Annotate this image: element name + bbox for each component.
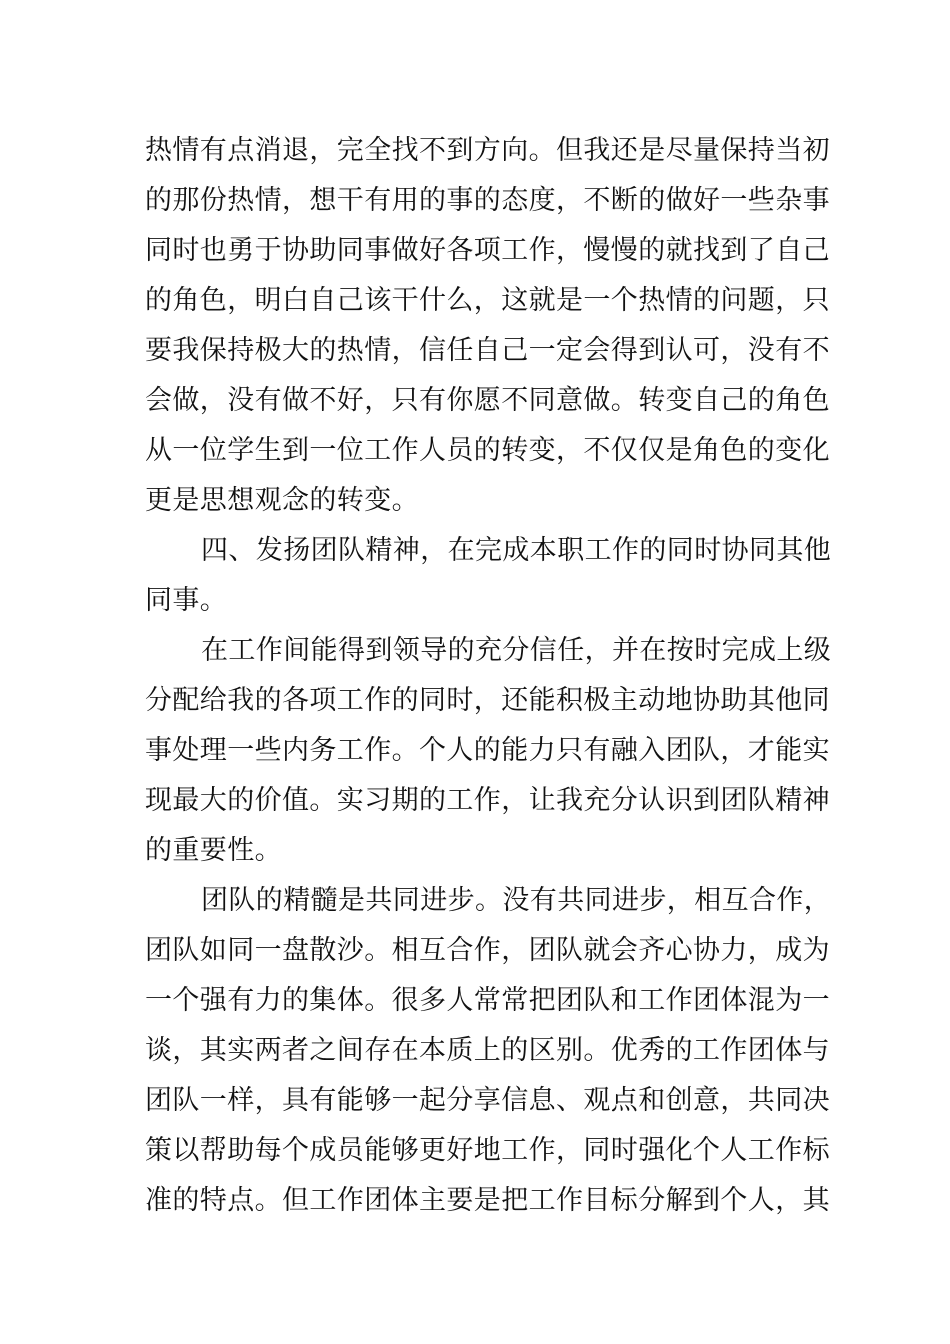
paragraph-start-line: 在工作间能得到领导的充分信任，并在按时完成上级: [201, 635, 832, 666]
text-line: 更是思想观念的转变。: [145, 485, 419, 516]
text-line: 热情有点消退，完全找不到方向。但我还是尽量保持当初: [145, 135, 830, 166]
text-line: 团队一样，具有能够一起分享信息、观点和创意，共同决: [145, 1085, 830, 1116]
text-line: 的角色，明白自己该干什么，这就是一个热情的问题，只: [145, 285, 830, 316]
document-body: [145, 126, 832, 1226]
text-line: 要我保持极大的热情，信任自己一定会得到认可，没有不: [145, 335, 830, 366]
text-line: 同时也勇于协助同事做好各项工作，慢慢的就找到了自己: [145, 235, 830, 266]
section-heading: 四、发扬团队精神，在完成本职工作的同时协同其他: [201, 535, 832, 566]
text-line: 准的特点。但工作团体主要是把工作目标分解到个人，其: [145, 1185, 830, 1216]
text-line: 的重要性。: [145, 835, 282, 866]
text-line: 策以帮助每个成员能够更好地工作，同时强化个人工作标: [145, 1135, 830, 1166]
paragraph-start-line: 团队的精髓是共同进步。没有共同进步，相互合作，: [201, 885, 832, 916]
text-line: 现最大的价值。实习期的工作，让我充分认识到团队精神: [145, 785, 830, 816]
text-line: 谈，其实两者之间存在本质上的区别。优秀的工作团体与: [145, 1035, 830, 1066]
text-line: 团队如同一盘散沙。相互合作，团队就会齐心协力，成为: [145, 935, 830, 966]
text-line: 一个强有力的集体。很多人常常把团队和工作团体混为一: [145, 985, 830, 1016]
text-line: 事处理一些内务工作。个人的能力只有融入团队，才能实: [145, 735, 830, 766]
text-line: 会做，没有做不好，只有你愿不同意做。转变自己的角色: [145, 385, 830, 416]
text-line: 从一位学生到一位工作人员的转变，不仅仅是角色的变化: [145, 435, 830, 466]
section-heading-continued: 同事。: [145, 585, 228, 616]
text-line: 分配给我的各项工作的同时，还能积极主动地协助其他同: [145, 685, 830, 716]
text-line: 的那份热情，想干有用的事的态度，不断的做好一些杂事: [145, 185, 830, 216]
